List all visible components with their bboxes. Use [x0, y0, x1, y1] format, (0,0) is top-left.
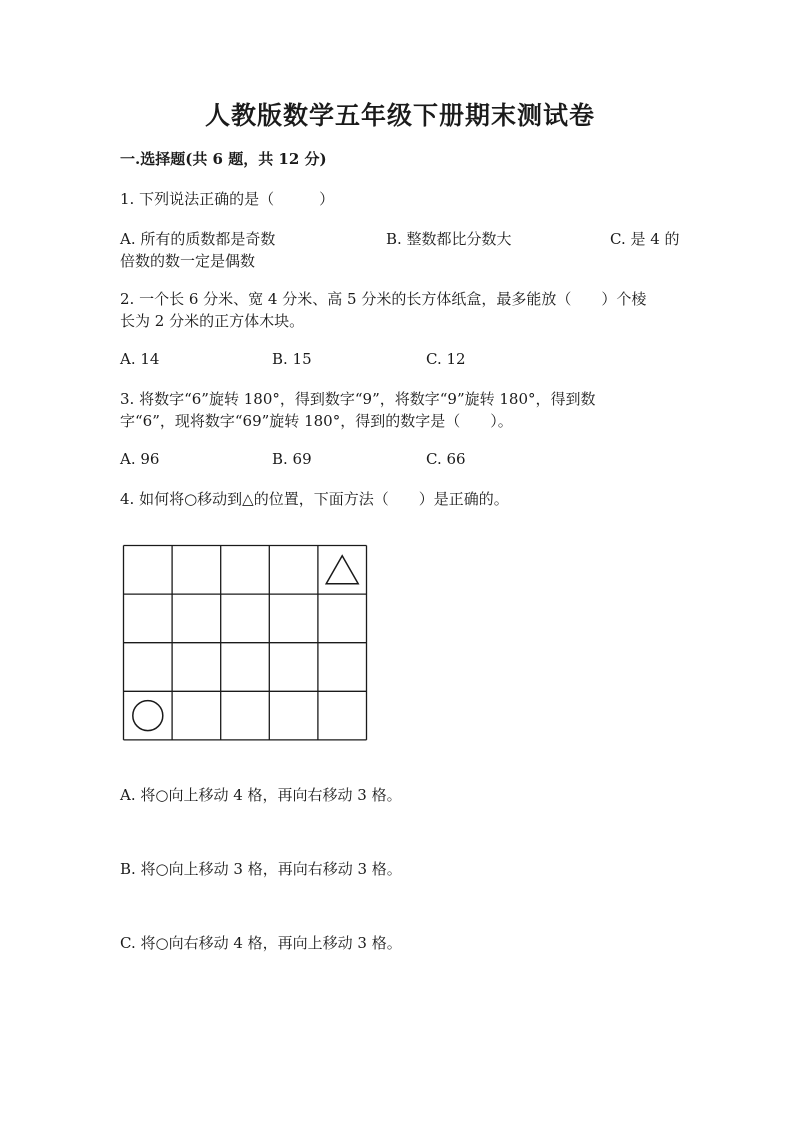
question-4-option-b[interactable]: B. 将○向上移动 3 格，再向右移动 3 格。 — [120, 860, 402, 878]
question-1-option-a[interactable]: A. 所有的质数都是奇数 — [120, 230, 276, 248]
question-3-option-c[interactable]: C. 66 — [426, 450, 466, 468]
question-1-text: 1. 下列说法正确的是（ ） — [120, 190, 335, 208]
question-4-text: 4. 如何将○移动到△的位置，下面方法（ ）是正确的。 — [120, 490, 509, 508]
question-2-text-line-1: 2. 一个长 6 分米、宽 4 分米、高 5 分米的长方体纸盒，最多能放（ ）个棱 — [120, 290, 647, 308]
circle-icon — [133, 701, 163, 731]
question-2-option-a[interactable]: A. 14 — [120, 350, 160, 368]
question-2-text-line-2: 长为 2 分米的正方体木块。 — [120, 312, 305, 330]
question-3-option-b[interactable]: B. 69 — [272, 450, 312, 468]
question-1-option-c[interactable]: C. 是 4 的 — [610, 230, 680, 248]
question-3-text-line-2: 字“6”，现将数字“69”旋转 180°，得到的数字是（ ）。 — [120, 412, 513, 430]
page-title: 人教版数学五年级下册期末测试卷 — [204, 101, 595, 130]
section-heading: 一.选择题(共 6 题，共 12 分) — [120, 150, 327, 168]
triangle-icon — [326, 556, 358, 584]
question-3-option-a[interactable]: A. 96 — [120, 450, 160, 468]
question-4-option-c[interactable]: C. 将○向右移动 4 格，再向上移动 3 格。 — [120, 934, 402, 952]
question-1-option-b[interactable]: B. 整数都比分数大 — [386, 230, 512, 248]
question-4-option-a[interactable]: A. 将○向上移动 4 格，再向右移动 3 格。 — [120, 786, 402, 804]
question-2-option-b[interactable]: B. 15 — [272, 350, 312, 368]
question-3-text-line-1: 3. 将数字“6”旋转 180°，得到数字“9”，将数字“9”旋转 180°，得到数 — [120, 390, 596, 408]
question-2-option-c[interactable]: C. 12 — [426, 350, 466, 368]
grid-figure — [122, 544, 368, 742]
question-1-option-c-continued: 倍数的数一定是偶数 — [120, 252, 256, 270]
movement-grid — [122, 544, 368, 746]
